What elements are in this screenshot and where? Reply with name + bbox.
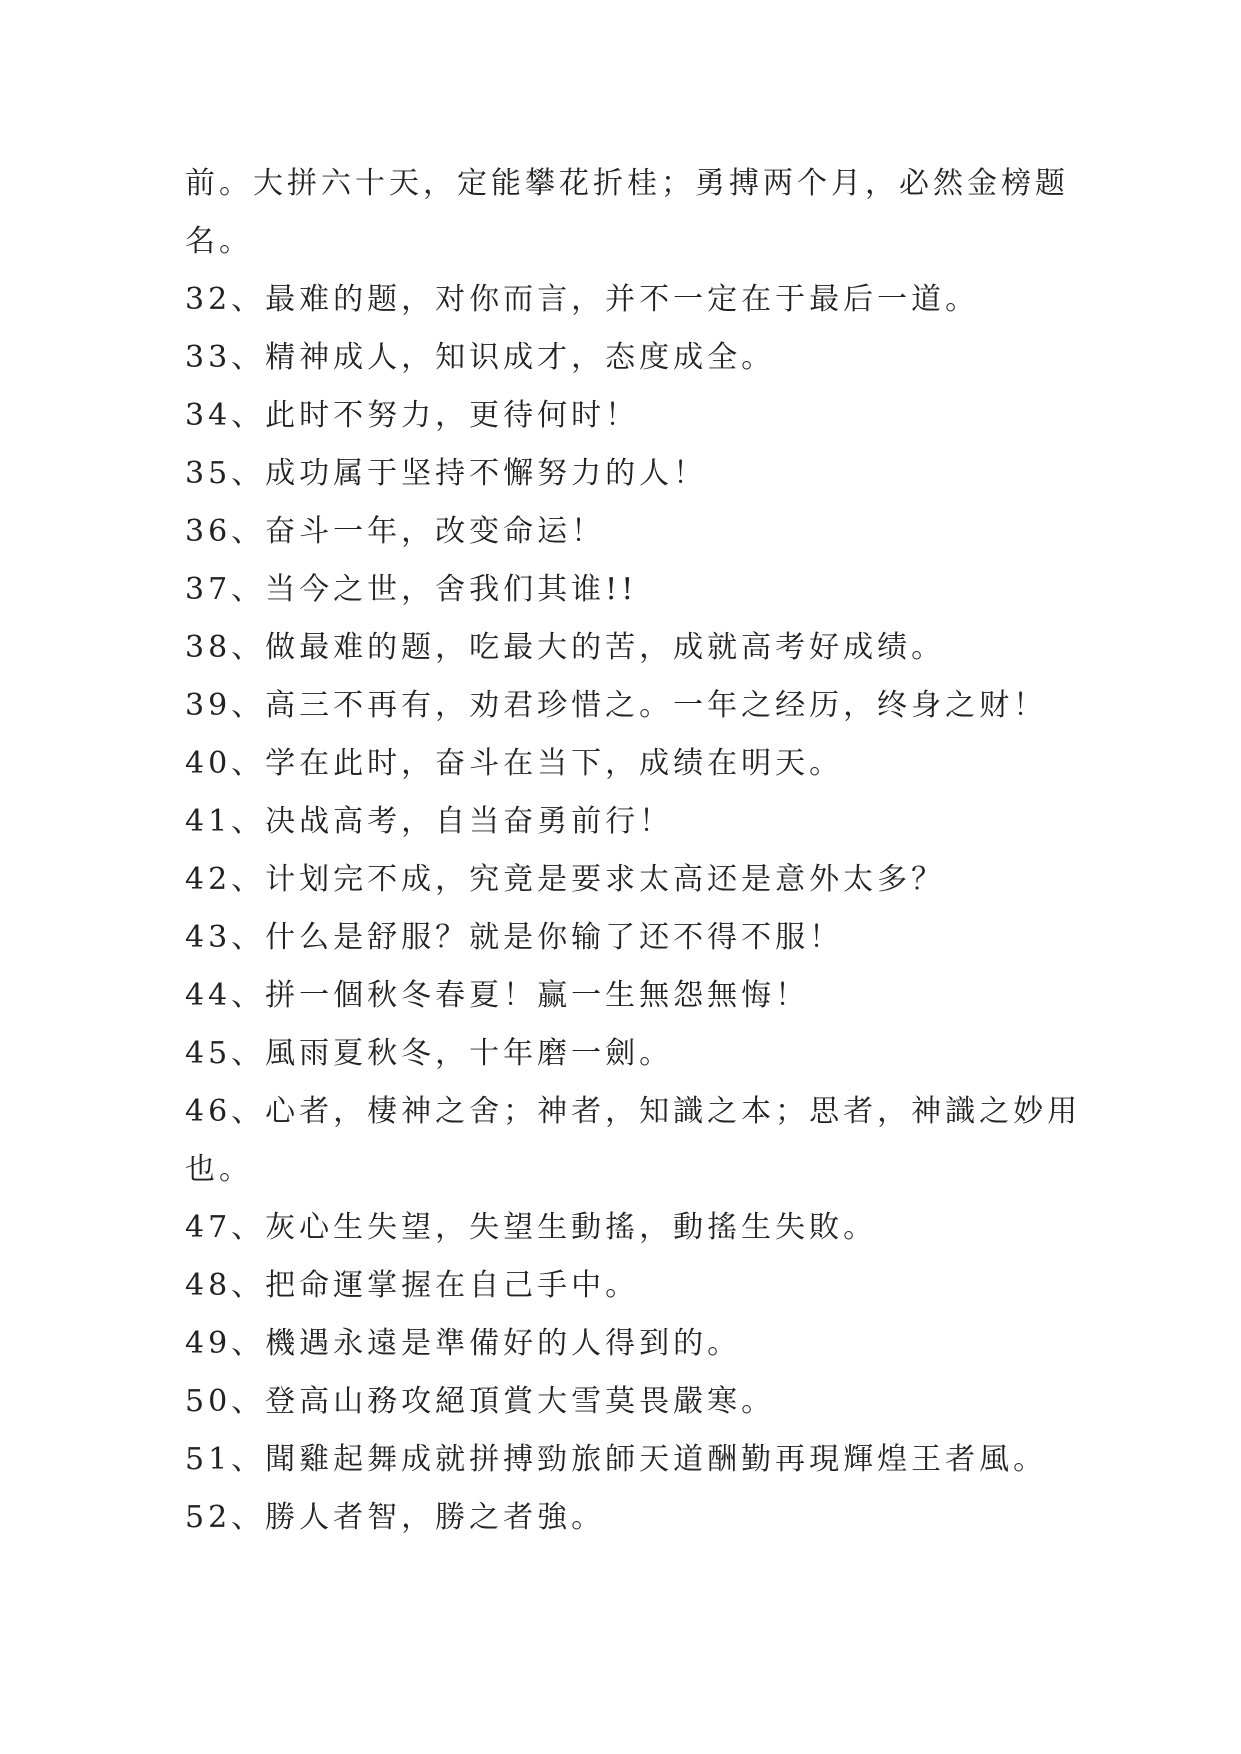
text-line: 37、当今之世，舍我们其谁!! — [185, 572, 638, 607]
text-line: 前。大拼六十天，定能攀花折桂；勇搏两个月，必然金榜题 — [185, 166, 1069, 201]
text-line: 51、聞雞起舞成就拼搏勁旅師天道酬勤再現輝煌王者風。 — [185, 1442, 1048, 1477]
text-line: 34、此时不努力，更待何时！ — [185, 398, 640, 433]
text-line: 名。 — [185, 224, 253, 259]
text-line: 42、计划完不成，究竟是要求太高还是意外太多？ — [185, 862, 946, 897]
text-line: 36、奋斗一年，改变命运！ — [185, 514, 606, 549]
text-line: 44、拼一個秋冬春夏！赢一生無怨無悔！ — [185, 978, 810, 1013]
text-line: 33、精神成人，知识成才，态度成全。 — [185, 340, 776, 375]
text-line: 39、高三不再有，劝君珍惜之。一年之经历，终身之财！ — [185, 688, 1048, 723]
text-line: 41、决战高考，自当奋勇前行！ — [185, 804, 674, 839]
text-line: 也。 — [185, 1152, 253, 1187]
text-line: 43、什么是舒服？就是你输了还不得不服！ — [185, 920, 844, 955]
text-line: 35、成功属于坚持不懈努力的人！ — [185, 456, 708, 491]
text-line: 32、最难的题，对你而言，并不一定在于最后一道。 — [185, 282, 980, 317]
text-line: 38、做最难的题，吃最大的苦，成就高考好成绩。 — [185, 630, 946, 665]
text-line: 45、風雨夏秋冬，十年磨一劍。 — [185, 1036, 674, 1071]
text-line: 49、機遇永遠是準備好的人得到的。 — [185, 1326, 742, 1361]
text-line: 52、勝人者智，勝之者強。 — [185, 1500, 606, 1535]
document-body — [185, 155, 1082, 1547]
text-line: 47、灰心生失望，失望生動搖，動搖生失敗。 — [185, 1210, 878, 1245]
text-line: 48、把命運掌握在自己手中。 — [185, 1268, 640, 1303]
text-line: 40、学在此时，奋斗在当下，成绩在明天。 — [185, 746, 844, 781]
text-line: 50、登高山務攻絕頂賞大雪莫畏嚴寒。 — [185, 1384, 776, 1419]
text-line: 46、心者，棲神之舍；神者，知識之本；思者，神識之妙用 — [185, 1094, 1082, 1129]
